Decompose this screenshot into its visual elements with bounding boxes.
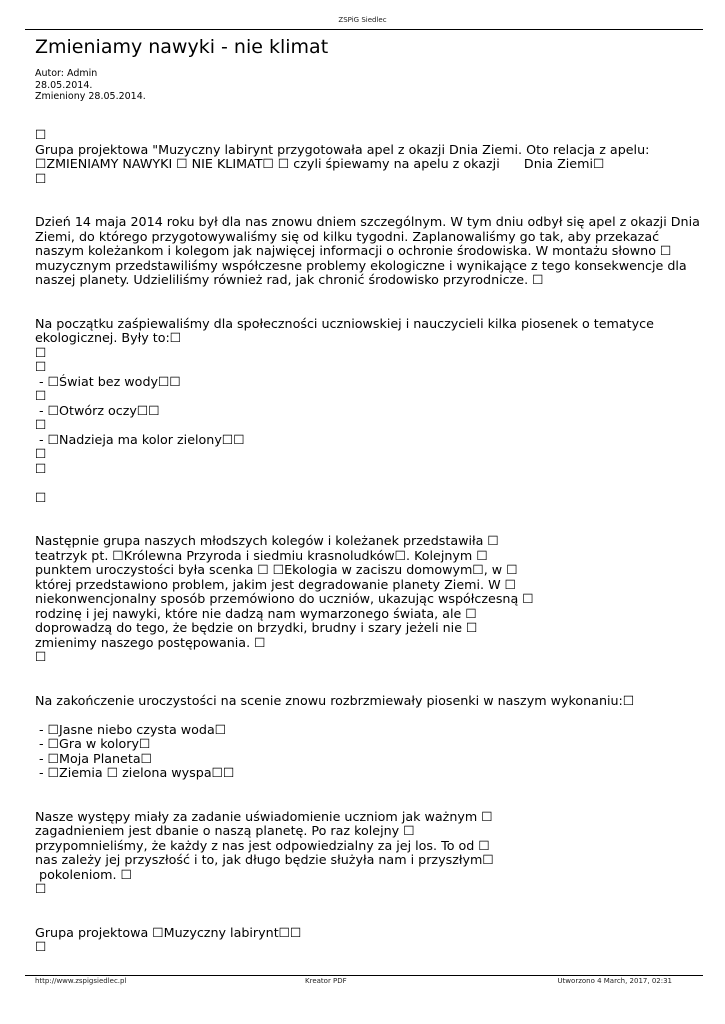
page-header-site-name: ZSPiG Siedlec — [338, 16, 387, 24]
body-line: naszym koleżankom i kolegom jak najwięcej informacji o ochronie środowiska. W montażu słowno ☐ — [35, 243, 672, 258]
article-body — [35, 128, 705, 955]
body-line: której przedstawiono problem, jakim jest degradowanie planety Ziemi. W ☐ — [35, 576, 517, 592]
footer-divider — [25, 975, 703, 976]
blank-line — [35, 288, 705, 303]
blank-line — [35, 201, 705, 216]
body-line: Grupa projektowa "Muzyczny labirynt przygotowała apel z okazji Dnia Ziemi. Oto relacja z apelu: — [35, 141, 650, 157]
body-line: ☐ — [35, 489, 47, 505]
blank-line — [35, 897, 705, 912]
blank-line — [35, 302, 705, 317]
publish-date: 28.05.2014. — [35, 79, 93, 91]
body-line: - ☐Moja Planeta☐ — [35, 750, 152, 766]
body-line: przypomnieliśmy, że każdy z nas jest odpowiedzialny za jej los. To od ☐ — [35, 837, 490, 853]
body-line: nas zależy jej przyszłość i to, jak długo będzie służyła nam i przyszłym☐ — [35, 852, 494, 867]
body-line: ☐ — [35, 417, 47, 432]
footer-created: Utworzono 4 March, 2017, 02:31 — [557, 977, 672, 985]
body-line: doprowadzą do tego, że będzie on brzydki, brudny i szary jeżeli nie ☐ — [35, 620, 478, 635]
body-line: Ziemi, do którego przygotowywaliśmy się od kilku tygodni. Zaplanowaliśmy go tak, aby przekazać — [35, 228, 660, 244]
article-meta — [35, 68, 146, 103]
body-line: - ☐Otwórz oczy☐☐ — [35, 402, 160, 418]
body-line: Na zakończenie uroczystości na scenie znowu rozbrzmiewały piosenki w naszym wykonaniu:☐ — [35, 692, 635, 708]
blank-line — [35, 476, 705, 491]
body-line: - ☐Jasne niebo czysta woda☐ — [35, 721, 227, 737]
body-line: muzycznym przedstawiliśmy współczesne problemy ekologiczne i wynikające z tego konsekwencje dla — [35, 257, 687, 273]
body-line: niekonwencjonalny sposób przemówiono do uczniów, ukazując współczesną ☐ — [35, 591, 534, 606]
body-line: ☐ — [35, 170, 47, 186]
blank-line — [35, 679, 705, 694]
body-line: - ☐Świat bez wody☐☐ — [35, 373, 181, 389]
body-line: ☐ZMIENIAMY NAWYKI ☐ NIE KLIMAT☐ ☐ czyli śpiewamy na apelu z okazji Dnia Ziemi☐ — [35, 156, 605, 171]
blank-line — [35, 708, 705, 723]
body-line: ☐ — [35, 460, 47, 476]
body-line: pokoleniom. ☐ — [35, 866, 132, 882]
body-line: ekologicznej. Były to:☐ — [35, 330, 182, 345]
body-line: ☐ — [35, 649, 47, 664]
body-line: ☐ — [35, 881, 47, 896]
body-line: punktem uroczystości była scenka ☐ ☐Ekologia w zaciszu domowym☐, w ☐ — [35, 562, 518, 577]
body-line: Grupa projektowa ☐Muzyczny labirynt☐☐ — [35, 924, 302, 940]
body-line: Na początku zaśpiewaliśmy dla społeczności uczniowskiej i nauczycieli kilka piosenek o tematyce — [35, 315, 654, 331]
body-line: zmienimy naszego postępowania. ☐ — [35, 634, 266, 650]
author-line: Autor: Admin — [35, 68, 98, 79]
blank-line — [35, 781, 705, 796]
footer-generator: Kreator PDF — [305, 977, 347, 985]
body-line: - ☐Nadzieja ma kolor zielony☐☐ — [35, 431, 245, 447]
body-line: ☐ — [35, 446, 47, 461]
body-line: ☐ — [35, 359, 47, 374]
body-line: ☐ — [35, 127, 47, 142]
footer-url[interactable]: http://www.zspigsiedlec.pl — [35, 977, 127, 985]
article-title: Zmieniamy nawyki - nie klimat — [35, 36, 329, 58]
body-line: - ☐Gra w kolory☐ — [35, 736, 151, 751]
blank-line — [35, 520, 705, 535]
blank-line — [35, 911, 705, 926]
header-divider — [25, 29, 703, 30]
body-line: rodzinę i jej nawyki, które nie dadzą nam wymarzonego świata, ale ☐ — [35, 605, 477, 621]
body-line: - ☐Ziemia ☐ zielona wyspa☐☐ — [35, 765, 235, 780]
blank-line — [35, 795, 705, 810]
body-line: Nasze występy miały za zadanie uświadomienie uczniom jak ważnym ☐ — [35, 808, 493, 824]
body-line: Następnie grupa naszych młodszych kolegów i koleżanek przedstawiła ☐ — [35, 533, 499, 548]
body-line: teatrzyk pt. ☐Królewna Przyroda i siedmiu krasnoludków☐. Kolejnym ☐ — [35, 547, 488, 563]
blank-line — [35, 505, 705, 520]
body-line: ☐ — [35, 939, 47, 954]
body-line: Dzień 14 maja 2014 roku był dla nas znowu dniem szczególnym. W tym dniu odbył się apel z okazji Dnia — [35, 214, 700, 229]
blank-line — [35, 665, 705, 680]
body-line: ☐ — [35, 388, 47, 403]
blank-line — [35, 186, 705, 201]
body-line: naszej planety. Udzieliliśmy również rad, jak chronić środowisko przyrodnicze. ☐ — [35, 272, 544, 287]
body-line: zagadnieniem jest dbanie o naszą planetę. Po raz kolejny ☐ — [35, 823, 415, 838]
modified-line: Zmieniony 28.05.2014. — [35, 91, 146, 102]
body-line: ☐ — [35, 344, 47, 360]
